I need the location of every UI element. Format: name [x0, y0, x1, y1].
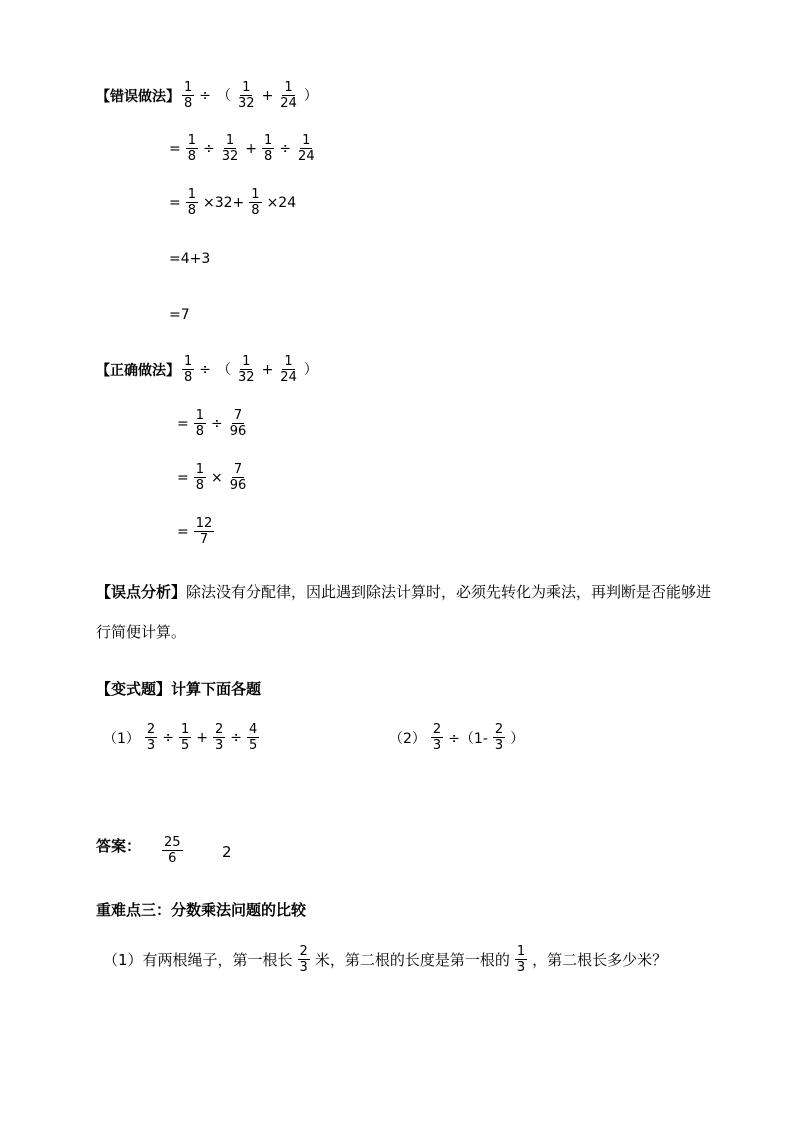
- correct-step-2: [174, 408, 250, 439]
- math-text: =: [177, 469, 189, 486]
- error-analysis: [96, 572, 716, 652]
- numerator: 2: [214, 722, 224, 737]
- math-text: 米，第二根的长度是第一根的: [314, 951, 510, 969]
- numerator: 1: [184, 80, 193, 95]
- denominator: 7: [199, 532, 209, 547]
- fraction: [262, 133, 274, 164]
- denominator: 8: [184, 96, 193, 111]
- numerator: 2: [299, 944, 308, 959]
- fraction: [249, 187, 261, 218]
- numerator: 1: [242, 80, 251, 95]
- fraction: [431, 722, 443, 753]
- math-text: =: [169, 140, 181, 157]
- numerator: 7: [233, 462, 243, 477]
- fraction: [236, 80, 257, 111]
- math-text: （: [217, 87, 232, 104]
- math-text: ）: [303, 361, 318, 378]
- numerator: 2: [494, 722, 504, 737]
- fraction: [179, 722, 191, 753]
- denominator: 5: [180, 738, 190, 753]
- correct-method-label: 【正确做法】: [96, 362, 180, 379]
- math-text: ÷: [203, 140, 215, 157]
- numerator: 1: [187, 133, 197, 148]
- fraction: [194, 516, 215, 547]
- math-text: （1）: [103, 730, 140, 747]
- math-text: ÷: [162, 729, 174, 746]
- fraction: [278, 80, 299, 111]
- fraction: [194, 462, 206, 493]
- fraction: [247, 722, 259, 753]
- wrong-step-1: [180, 80, 321, 111]
- wrong-method-label: 【错误做法】: [96, 88, 180, 105]
- denominator: 8: [195, 478, 205, 493]
- math-text: ÷: [199, 361, 212, 378]
- numerator: 1: [187, 187, 197, 202]
- problem-1: [100, 944, 670, 975]
- denominator: 32: [238, 96, 255, 111]
- correct-step-4: [174, 516, 216, 547]
- math-text: =: [169, 194, 181, 211]
- denominator: 3: [146, 738, 156, 753]
- denominator: 96: [229, 424, 247, 439]
- fraction: [298, 944, 310, 975]
- wrong-step-4: [166, 251, 213, 267]
- variant-title: 计算下面各题: [171, 680, 262, 698]
- fraction: [162, 835, 183, 866]
- fraction: [296, 133, 317, 164]
- fraction: [228, 408, 249, 439]
- answer-1: [160, 835, 185, 866]
- wrong-step-5: [166, 307, 193, 323]
- math-text: ，第二根长多少米？: [532, 951, 668, 969]
- answer-label: 答案：: [96, 837, 142, 855]
- numerator: 4: [248, 722, 258, 737]
- math-text: （: [217, 361, 232, 378]
- correct-step-3: [174, 462, 250, 493]
- denominator: 8: [187, 149, 197, 164]
- math-text: ÷: [199, 87, 212, 104]
- math-text: ×24: [266, 194, 297, 211]
- numerator: 1: [195, 408, 205, 423]
- numerator: 1: [251, 187, 260, 202]
- denominator: 5: [248, 738, 258, 753]
- denominator: 32: [221, 149, 239, 164]
- fraction: [194, 408, 206, 439]
- numerator: 1: [284, 80, 293, 95]
- fraction: [220, 133, 241, 164]
- math-text: ×: [211, 469, 223, 486]
- denominator: 24: [280, 370, 297, 385]
- wrong-step-2: [166, 133, 319, 164]
- denominator: 96: [229, 478, 247, 493]
- math-text: +: [261, 87, 274, 104]
- error-analysis-label: 【误点分析】: [96, 583, 187, 601]
- key-point-3-title: 重难点三：分数乘法问题的比较: [96, 901, 307, 919]
- math-text: +: [261, 361, 274, 378]
- denominator: 24: [298, 149, 315, 164]
- numerator: 1: [302, 133, 311, 148]
- numerator: 1: [516, 944, 526, 959]
- correct-step-1: [180, 354, 321, 385]
- denominator: 8: [195, 424, 205, 439]
- numerator: 1: [242, 354, 251, 369]
- fraction: [145, 722, 157, 753]
- numerator: 1: [180, 722, 190, 737]
- numerator: 1: [264, 133, 273, 148]
- fraction: [186, 187, 198, 218]
- math-text: +: [245, 140, 258, 157]
- denominator: 8: [187, 203, 197, 218]
- math-text: ÷: [230, 729, 242, 746]
- fraction: [278, 354, 299, 385]
- fraction: [186, 133, 198, 164]
- denominator: 3: [432, 738, 442, 753]
- numerator: 25: [164, 835, 181, 850]
- wrong-step-3: [166, 187, 299, 218]
- variant-question-2: [386, 722, 527, 753]
- denominator: 8: [184, 370, 193, 385]
- math-text: ×32+: [203, 194, 245, 211]
- denominator: 8: [251, 203, 260, 218]
- variant-question-1: [100, 722, 261, 753]
- answer-2: 2: [222, 843, 232, 861]
- numerator: 2: [432, 722, 442, 737]
- fraction: [236, 354, 257, 385]
- math-text: ÷: [279, 140, 292, 157]
- math-text: ）: [510, 730, 525, 747]
- math-text: =: [177, 415, 189, 432]
- math-text: +: [196, 729, 208, 746]
- denominator: 24: [280, 96, 297, 111]
- numerator: 2: [146, 722, 156, 737]
- fraction: [493, 722, 505, 753]
- denominator: 3: [214, 738, 224, 753]
- fraction: [182, 80, 194, 111]
- denominator: 3: [494, 738, 504, 753]
- fraction: [515, 944, 527, 975]
- numerator: 1: [184, 354, 193, 369]
- numerator: 1: [195, 462, 205, 477]
- denominator: 8: [264, 149, 273, 164]
- math-text: （1）有两根绳子，第一根长: [103, 951, 293, 969]
- math-text: ÷: [211, 415, 223, 432]
- numerator: 1: [284, 354, 293, 369]
- numerator: 1: [225, 133, 235, 148]
- error-analysis-text: 除法没有分配律，因此遇到除法计算时，必须先转化为乘法，再判断是否能够进行简便计算。: [96, 583, 712, 641]
- math-text: （2）: [389, 730, 426, 747]
- numerator: 12: [195, 516, 213, 531]
- math-text: =: [177, 523, 189, 540]
- fraction: [182, 354, 194, 385]
- fraction: [213, 722, 225, 753]
- denominator: 3: [516, 960, 526, 975]
- denominator: 6: [168, 851, 177, 866]
- denominator: 32: [238, 370, 255, 385]
- math-text: =7: [169, 307, 190, 323]
- denominator: 3: [299, 960, 308, 975]
- math-text: ）: [303, 87, 318, 104]
- variant-label: 【变式题】: [96, 680, 172, 698]
- numerator: 7: [233, 408, 243, 423]
- fraction: [228, 462, 249, 493]
- math-text: ÷（1-: [448, 730, 488, 747]
- math-text: =4+3: [169, 251, 211, 267]
